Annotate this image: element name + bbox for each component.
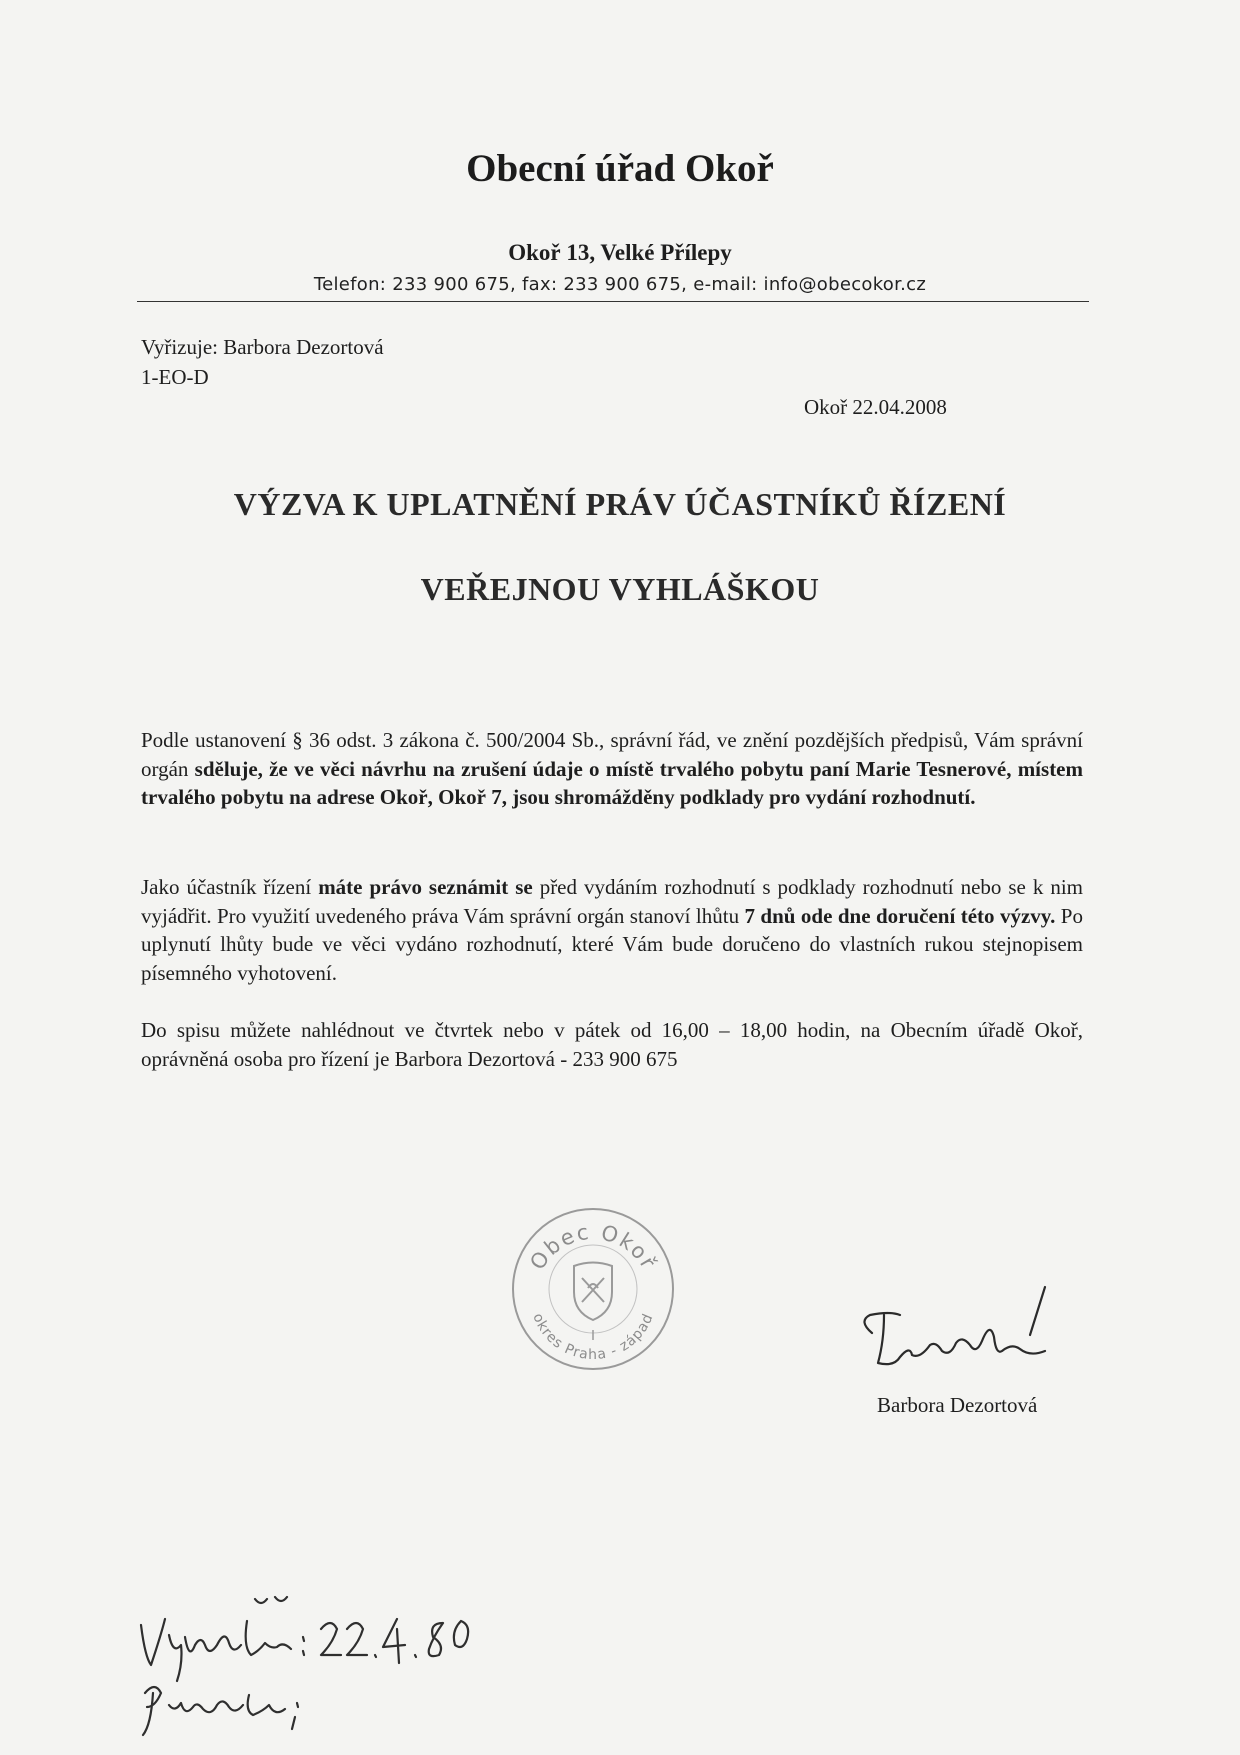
document-heading-line-1: VÝZVA K UPLATNĚNÍ PRÁV ÚČASTNÍKŮ ŘÍZENÍ bbox=[233, 486, 1007, 522]
document-heading-line-2: VEŘEJNOU VYHLÁŠKOU bbox=[420, 571, 820, 607]
stamp-bottom-text: okres Praha - západ bbox=[529, 1311, 657, 1364]
reference-number: 1-EO-D bbox=[141, 365, 209, 389]
paragraph-1-text: Podle ustanovení § 36 odst. 3 zákona č. 500/2004 Sb., správní řád, ve znění pozdějších předpisů, Vám správní orgán bbox=[141, 728, 1083, 781]
handler-line: Vyřizuje: Barbora Dezortová bbox=[141, 335, 384, 359]
signature-mark bbox=[850, 1285, 1065, 1380]
paragraph-2-text-c: Po uplynutí lhůty bude ve věci vydáno rozhodnutí, které Vám bude doručeno do vlastních rukou stejnopisem písemného vyhotovení. bbox=[141, 903, 1083, 985]
paragraph-1-bold: sděluje, že ve věci návrhu na zrušení údaje o místě trvalého pobytu paní Marie Tesnerové, místem trvalého pobytu na adrese Okoř, Okoř 7, jsou shromážděny podklady pro vydání rozhodnutí. bbox=[141, 756, 1083, 809]
coat-of-arms-icon bbox=[574, 1263, 612, 1321]
office-title: Obecní úřad Okoř bbox=[466, 147, 774, 190]
header-divider bbox=[137, 301, 1089, 302]
office-address: Okoř 13, Velké Přílepy bbox=[508, 240, 732, 265]
stamp-top-text: Obec Okoř bbox=[525, 1219, 662, 1275]
body-paragraph-1 bbox=[141, 726, 1083, 812]
paragraph-2-text-b: před vydáním rozhodnutí s podklady rozhodnutí nebo se k nim vyjádřit. Pro využití uvedeného práva Vám správní orgán stanoví lhůtu bbox=[141, 875, 1083, 928]
paragraph-2-text-a: Jako účastník řízení bbox=[141, 875, 319, 899]
official-stamp bbox=[508, 1204, 678, 1374]
paragraph-2-bold-a: máte právo seznámit se bbox=[318, 875, 533, 899]
signatory-name: Barbora Dezortová bbox=[877, 1393, 1038, 1417]
handwritten-posting-note bbox=[125, 1585, 485, 1755]
body-paragraph-3: Do spisu můžete nahlédnout ve čtvrtek nebo v pátek od 16,00 – 18,00 hodin, na Obecním úřadě Okoř, oprávněná osoba pro řízení je Barbora Dezortová - 233 900 675 bbox=[141, 1018, 1083, 1071]
document-date: Okoř 22.04.2008 bbox=[804, 395, 947, 419]
body-paragraph-2 bbox=[141, 873, 1083, 987]
svg-text:Obec Okoř bbox=[525, 1220, 661, 1274]
paragraph-2-bold-b: 7 dnů ode dne doručení této výzvy. bbox=[744, 903, 1056, 928]
office-contact: Telefon: 233 900 675, fax: 233 900 675, e-mail: info@obecokor.cz bbox=[313, 274, 927, 295]
